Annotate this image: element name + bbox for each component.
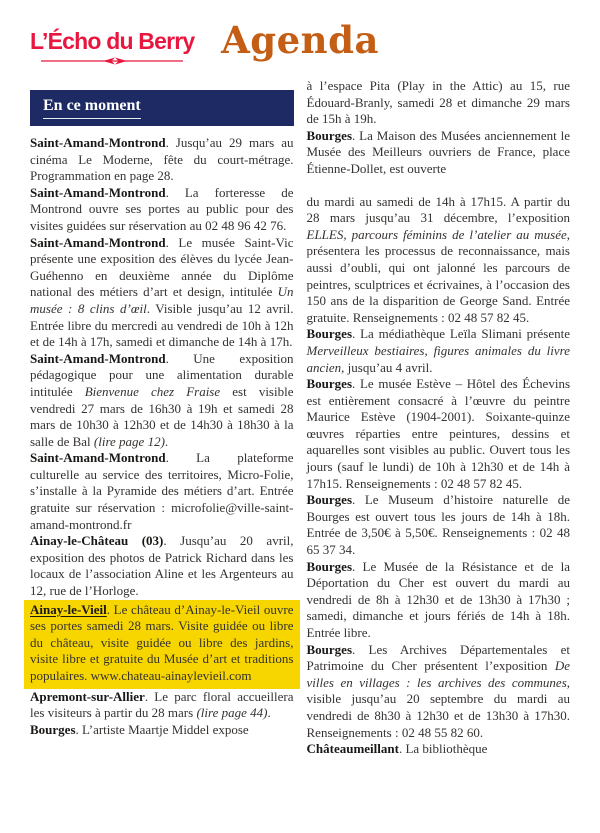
agenda-entry-saint-amand-montrond (30, 351, 294, 451)
agenda-entry-bourges (307, 326, 571, 376)
page-title: Agenda (221, 18, 379, 62)
agenda-entry-continued (307, 78, 571, 128)
place-name: Saint-Amand-Montrond (30, 184, 166, 200)
entry-text: . Le château d’Ainay-le-Vieil ouvre ses portes samedi 28 mars. Visite guidée ou libre du château, visite guidée ou libre des jardins, visite libre et gratuite du Musée d’art et traditions populaires. www.chateau-ainaylevieil.com (30, 601, 294, 683)
agenda-entry-bourges (307, 559, 571, 642)
agenda-entry-saint-amand-montrond (30, 450, 294, 533)
agenda-entry-bourges (307, 128, 571, 178)
place-name: Bourges (306, 376, 352, 392)
entry-text: . (164, 433, 169, 449)
entry-text: à l’espace Pita (Play in the Attic) au 15, rue Édouard-Branly, samedi 28 et dimanche 29 mars de 15h à 19h. (306, 78, 570, 127)
place-name: Saint-Amand-Montrond (30, 234, 166, 250)
place-name: Saint-Amand-Montrond (30, 350, 166, 366)
entry-text-italic: (lire page 44) (196, 705, 268, 721)
entry-text: du mardi au samedi de 14h à 17h15. A partir du 28 mars jusqu’au 31 décembre, l’exposition (306, 193, 570, 226)
entry-text-italic: ELLES, parcours féminins de l’atelier au musée (306, 226, 567, 242)
entry-text: . La Maison des Musées anciennement le Musée des Meilleurs ouvriers de France, place Étienne-Dollet, est ouverte (306, 127, 570, 176)
entry-text: . La plateforme culturelle au service des territoires, Micro-Folie, s’installe à la Pyramide des métiers d’art. Entrée gratuite sur réservation : microfolie@ville-saint-amand-montrond.fr (30, 450, 294, 532)
place-name: Bourges (306, 558, 352, 574)
agenda-entry-bourges (30, 722, 294, 739)
entry-text-italic: De villes en villages : les archives des communes (306, 658, 570, 690)
place-name: Bourges (306, 326, 352, 342)
entry-text: . Une exposition pédagogique pour une alimentation durable intitulée (30, 350, 294, 399)
right-column (307, 78, 571, 758)
entry-text: . Le parc floral accueillera les visiteurs à partir du 28 mars (30, 688, 294, 721)
place-name: Bourges (30, 721, 76, 737)
agenda-entry-ainay-le-ch-teau-03- (30, 533, 294, 599)
agenda-entry-apremont-sur-allier (30, 689, 294, 722)
entry-text: . (267, 705, 271, 721)
entry-text: , présentera les processus de reconnaissance, mais aussi d’oubli, qui ont jalonné les parcours de peintres, sculptrices et écrivaines, à l’occasion des 150 ans de la disparition de George Sand. Entrée gratuite. Renseignements : 02 48 57 82 45. (306, 226, 570, 325)
section-banner-label: En ce moment (43, 98, 141, 119)
entry-text: , visible jusqu’au 20 septembre du mardi au vendredi de 8h30 à 12h30 et de 13h30 à 17h30. Renseignements : 02 48 55 82 60. (306, 674, 570, 740)
agenda-entry-bourges (307, 376, 571, 492)
left-entries (30, 135, 294, 738)
agenda-entry-continued (307, 194, 571, 327)
entry-text: . Les Archives Départementales et Patrimoine du Cher présentent l’exposition (306, 641, 570, 674)
agenda-entry-ch-teaumeillant (307, 741, 571, 758)
place-name: Bourges (306, 641, 352, 657)
logo-flourish-icon (37, 55, 187, 67)
agenda-entry-saint-amand-montrond (30, 235, 294, 351)
entry-text-italic: Un musée : 8 clins d’œil (30, 284, 294, 316)
entry-text: est visible vendredi 27 mars de 16h30 à 19h et samedi 28 mars de 10h30 à 12h30 et de 14h30 à 18h30 à la salle de Bal (30, 383, 294, 449)
place-name: Bourges (306, 127, 352, 143)
agenda-entry-ainay-le-vieil (24, 600, 300, 689)
agenda-entry-bourges (307, 492, 571, 558)
entry-text: . Le Museum d’histoire naturelle de Bourges est ouvert tous les jours de 14h à 18h. Entrée de 3,50€ à 5,50€. Renseignements : 02 48 65 37 34. (306, 492, 570, 558)
entry-text: . Le Musée de la Résistance et de la Déportation du Cher est ouvert du mardi au vendredi de 8h à 12h30 et de 13h30 à 17h30 ; samedi, dimanche et jours fériés de 14h à 18h. Entrée libre. (306, 558, 570, 640)
logo-text: L’Écho du Berry (30, 28, 195, 54)
entry-text: , jusqu’au 4 avril. (341, 359, 433, 375)
entry-text: . Visible jusqu’au 12 avril. Entrée libre du mercredi au vendredi de 10h à 12h et de 14h à 17h, samedi et dimanche de 14h à 17h. (30, 300, 294, 350)
entry-text: . Jusqu’au 20 avril, exposition des photos de Patrick Richard dans les locaux de l’association Aline et les Argenteurs au 12, rue de l’Horloge. (30, 533, 294, 599)
agenda-entry-saint-amand-montrond (30, 185, 294, 235)
entry-text: . La médiathèque Leïla Slimani présente (352, 326, 570, 342)
place-name: Saint-Amand-Montrond (30, 450, 166, 466)
entry-text: . Jusqu’au 29 mars au cinéma Le Moderne, fête du court-métrage. Programmation en page 28. (30, 135, 294, 184)
place-name: Ainay-le-Vieil (30, 601, 107, 617)
entry-text: . L’artiste Maartje Middel expose (75, 721, 249, 737)
place-name: Apremont-sur-Allier (30, 688, 145, 704)
place-name: Châteaumeillant (306, 741, 399, 757)
agenda-entry-bourges (307, 642, 571, 742)
right-entries (307, 78, 571, 758)
place-name: Ainay-le-Château (03) (30, 533, 164, 549)
entry-text: . Le musée Estève – Hôtel des Échevins est entièrement consacré à l’œuvre du peintre Maurice Estève (1904-2001). Soixante-quinze œuvres réparties entre peintures, dessins et aquarelles sont visibles au public. Ouvert tous les jours (sauf le lundi) de 10h à 12h30 et de 14h à 17h15. Renseignements : 02 48 57 82 45. (306, 376, 570, 491)
entry-text: . Le musée Saint-Vic présente une exposition des élèves du lycée Jean-Guéhenno en deuxième année du Diplôme national des métiers d’art et design, intitulée (30, 234, 294, 300)
masthead (30, 18, 570, 78)
left-column (30, 78, 294, 758)
newspaper-logo (30, 30, 194, 67)
agenda-entry-saint-amand-montrond (30, 135, 294, 185)
content-columns (30, 78, 570, 758)
entry-text: . La bibliothèque (398, 741, 488, 757)
place-name: Saint-Amand-Montrond (30, 135, 166, 150)
entry-text-italic: Bienvenue chez Fraise (84, 383, 221, 399)
section-banner (30, 90, 294, 126)
entry-text: . La forteresse de Montrond ouvre ses portes au public pour des visites guidées sur réservation au 02 48 96 42 76. (30, 184, 294, 233)
entry-text-italic: Merveilleux bestiaires, figures animales du livre ancien (306, 342, 570, 375)
entry-text-italic: (lire page 12) (93, 433, 165, 449)
place-name: Bourges (306, 492, 352, 508)
